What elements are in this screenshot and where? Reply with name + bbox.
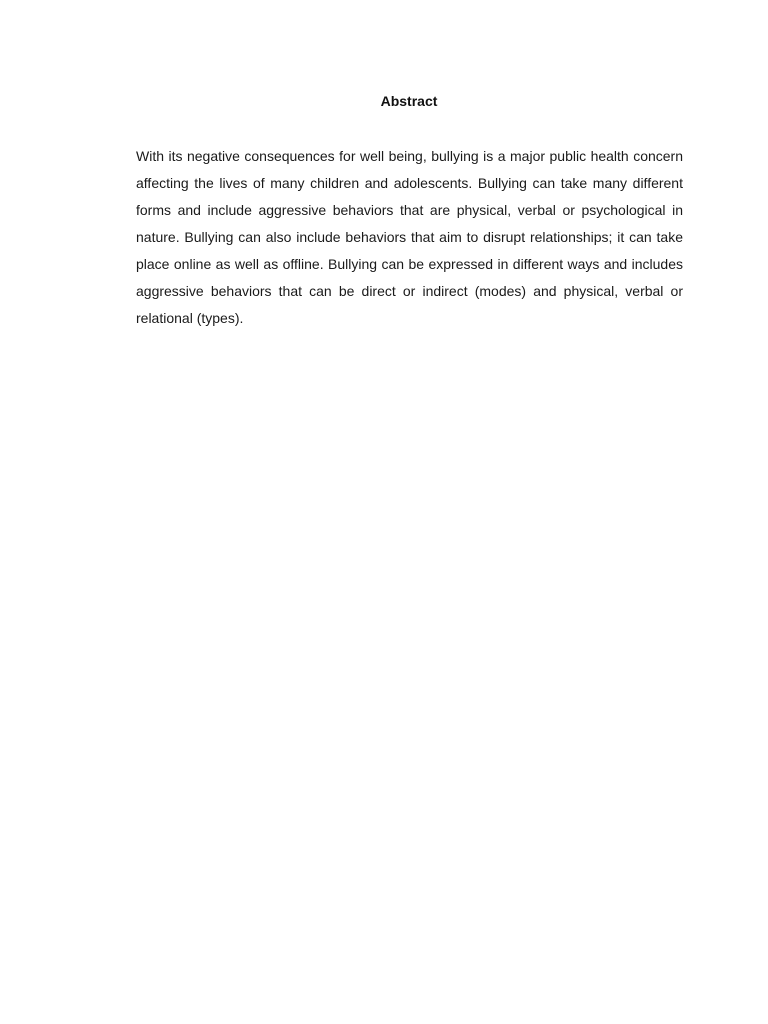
abstract-paragraph: With its negative consequences for well being, bullying is a major public health concern affecting the lives of many children and adolescents. Bullying can take many different forms and include aggressive behaviors that are physical, verbal or psychological in nature. Bullying can also include behaviors that aim to disrupt relationships; it can take place online as well as offline. Bullying can be expressed in different ways and includes aggressive behaviors that can be direct or indirect (modes) and physical, verbal or relational (types). <box>136 148 683 326</box>
abstract-heading: Abstract <box>380 93 438 109</box>
